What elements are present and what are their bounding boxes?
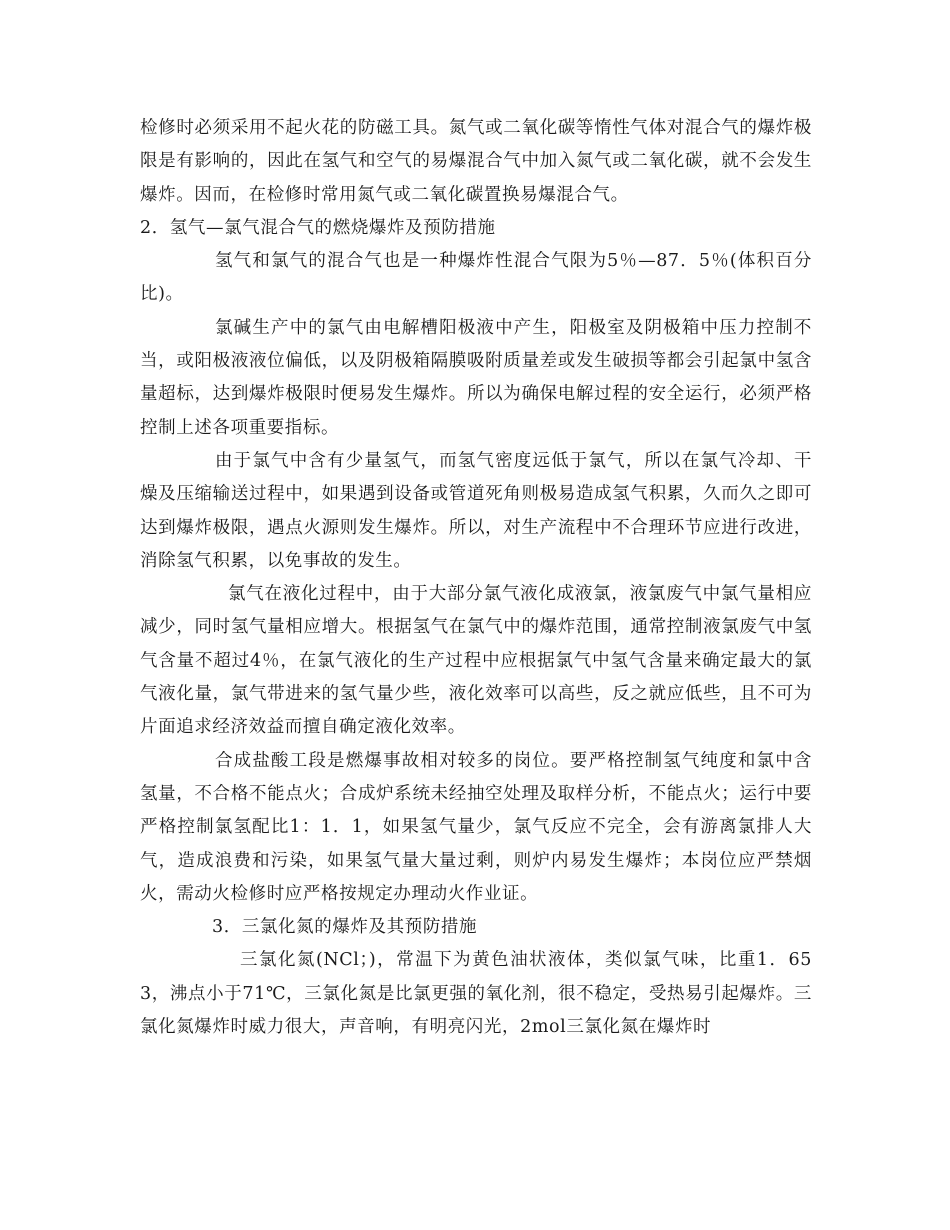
paragraph-continuation: 检修时必须采用不起火花的防磁工具。氮气或二氧化碳等惰性气体对混合气的爆炸极限是有影响的，因此在氢气和空气的易爆混合气中加入氮气或二氧化碳，就不会发生爆炸。因而，在检修时常用氮气或二氧化碳置换易爆混合气。 [140, 118, 812, 205]
paragraph-liquefaction: 氯气在液化过程中，由于大部分氯气液化成液氯，液氯废气中氯气量相应减少，同时氢气量相应增大。根据氢气在氯气中的爆炸范围，通常控制液氯废气中氢气含量不超过4％，在氯气液化的生产过程中应根据氯气中氢气含量来确定最大的氯气液化量，氯气带进来的氢气量少些，液化效率可以高些，反之就应低些，且不可为片面追求经济效益而擅自确定液化效率。 [140, 584, 812, 738]
paragraph-hydrochloric-acid: 合成盐酸工段是燃爆事故相对较多的岗位。要严格控制氢气纯度和氯中含氢量，不合格不能点火；合成炉系统未经抽空处理及取样分析，不能点火；运行中要严格控制氯氢配比1：1．1，如果氢气量少，氯气反应不完全，会有游离氯排人大气，造成浪费和污染，如果氢气量大量过剩，则炉内易发生爆炸；本岗位应严禁烟火，需动火检修时应严格按规定办理动火作业证。 [140, 750, 812, 904]
paragraph-nitrogen-trichloride: 三氯化氮(NCl；)，常温下为黄色油状液体，类似氯气味，比重1．653，沸点小于71℃，三氯化氮是比氯更强的氧化剂，很不稳定，受热易引起爆炸。三氯化氮爆炸时威力很大，声音响，有明亮闪光，2mol三氯化氮在爆炸时 [140, 950, 812, 1038]
section-heading-3: 3．三氯化氮的爆炸及其预防措施 [212, 917, 478, 938]
document-body [140, 112, 812, 1044]
paragraph-hydrogen-accumulation: 由于氯气中含有少量氢气，而氢气密度远低于氯气，所以在氯气冷却、干燥及压缩输送过程中，如果遇到设备或管道死角则极易造成氢气积累，久而久之即可达到爆炸极限，遇点火源则发生爆炸。所以，对生产流程中不合理环节应进行改进，消除氢气积累，以免事故的发生。 [140, 450, 812, 571]
paragraph-explosion-limit: 氢气和氯气的混合气也是一种爆炸性混合气限为5％—87．5％(体积百分比)。 [140, 251, 812, 305]
paragraph-electrolysis: 氯碱生产中的氯气由电解槽阳极液中产生，阳极室及阴极箱中压力控制不当，或阳极液液位偏低，以及阴极箱隔膜吸附质量差或发生破损等都会引起氯中氢含量超标，达到爆炸极限时便易发生爆炸。所以为确保电解过程的安全运行，必须严格控制上述各项重要指标。 [140, 317, 812, 438]
section-heading-2: 2．氢气—氯气混合气的燃烧爆炸及预防措施 [140, 217, 496, 238]
